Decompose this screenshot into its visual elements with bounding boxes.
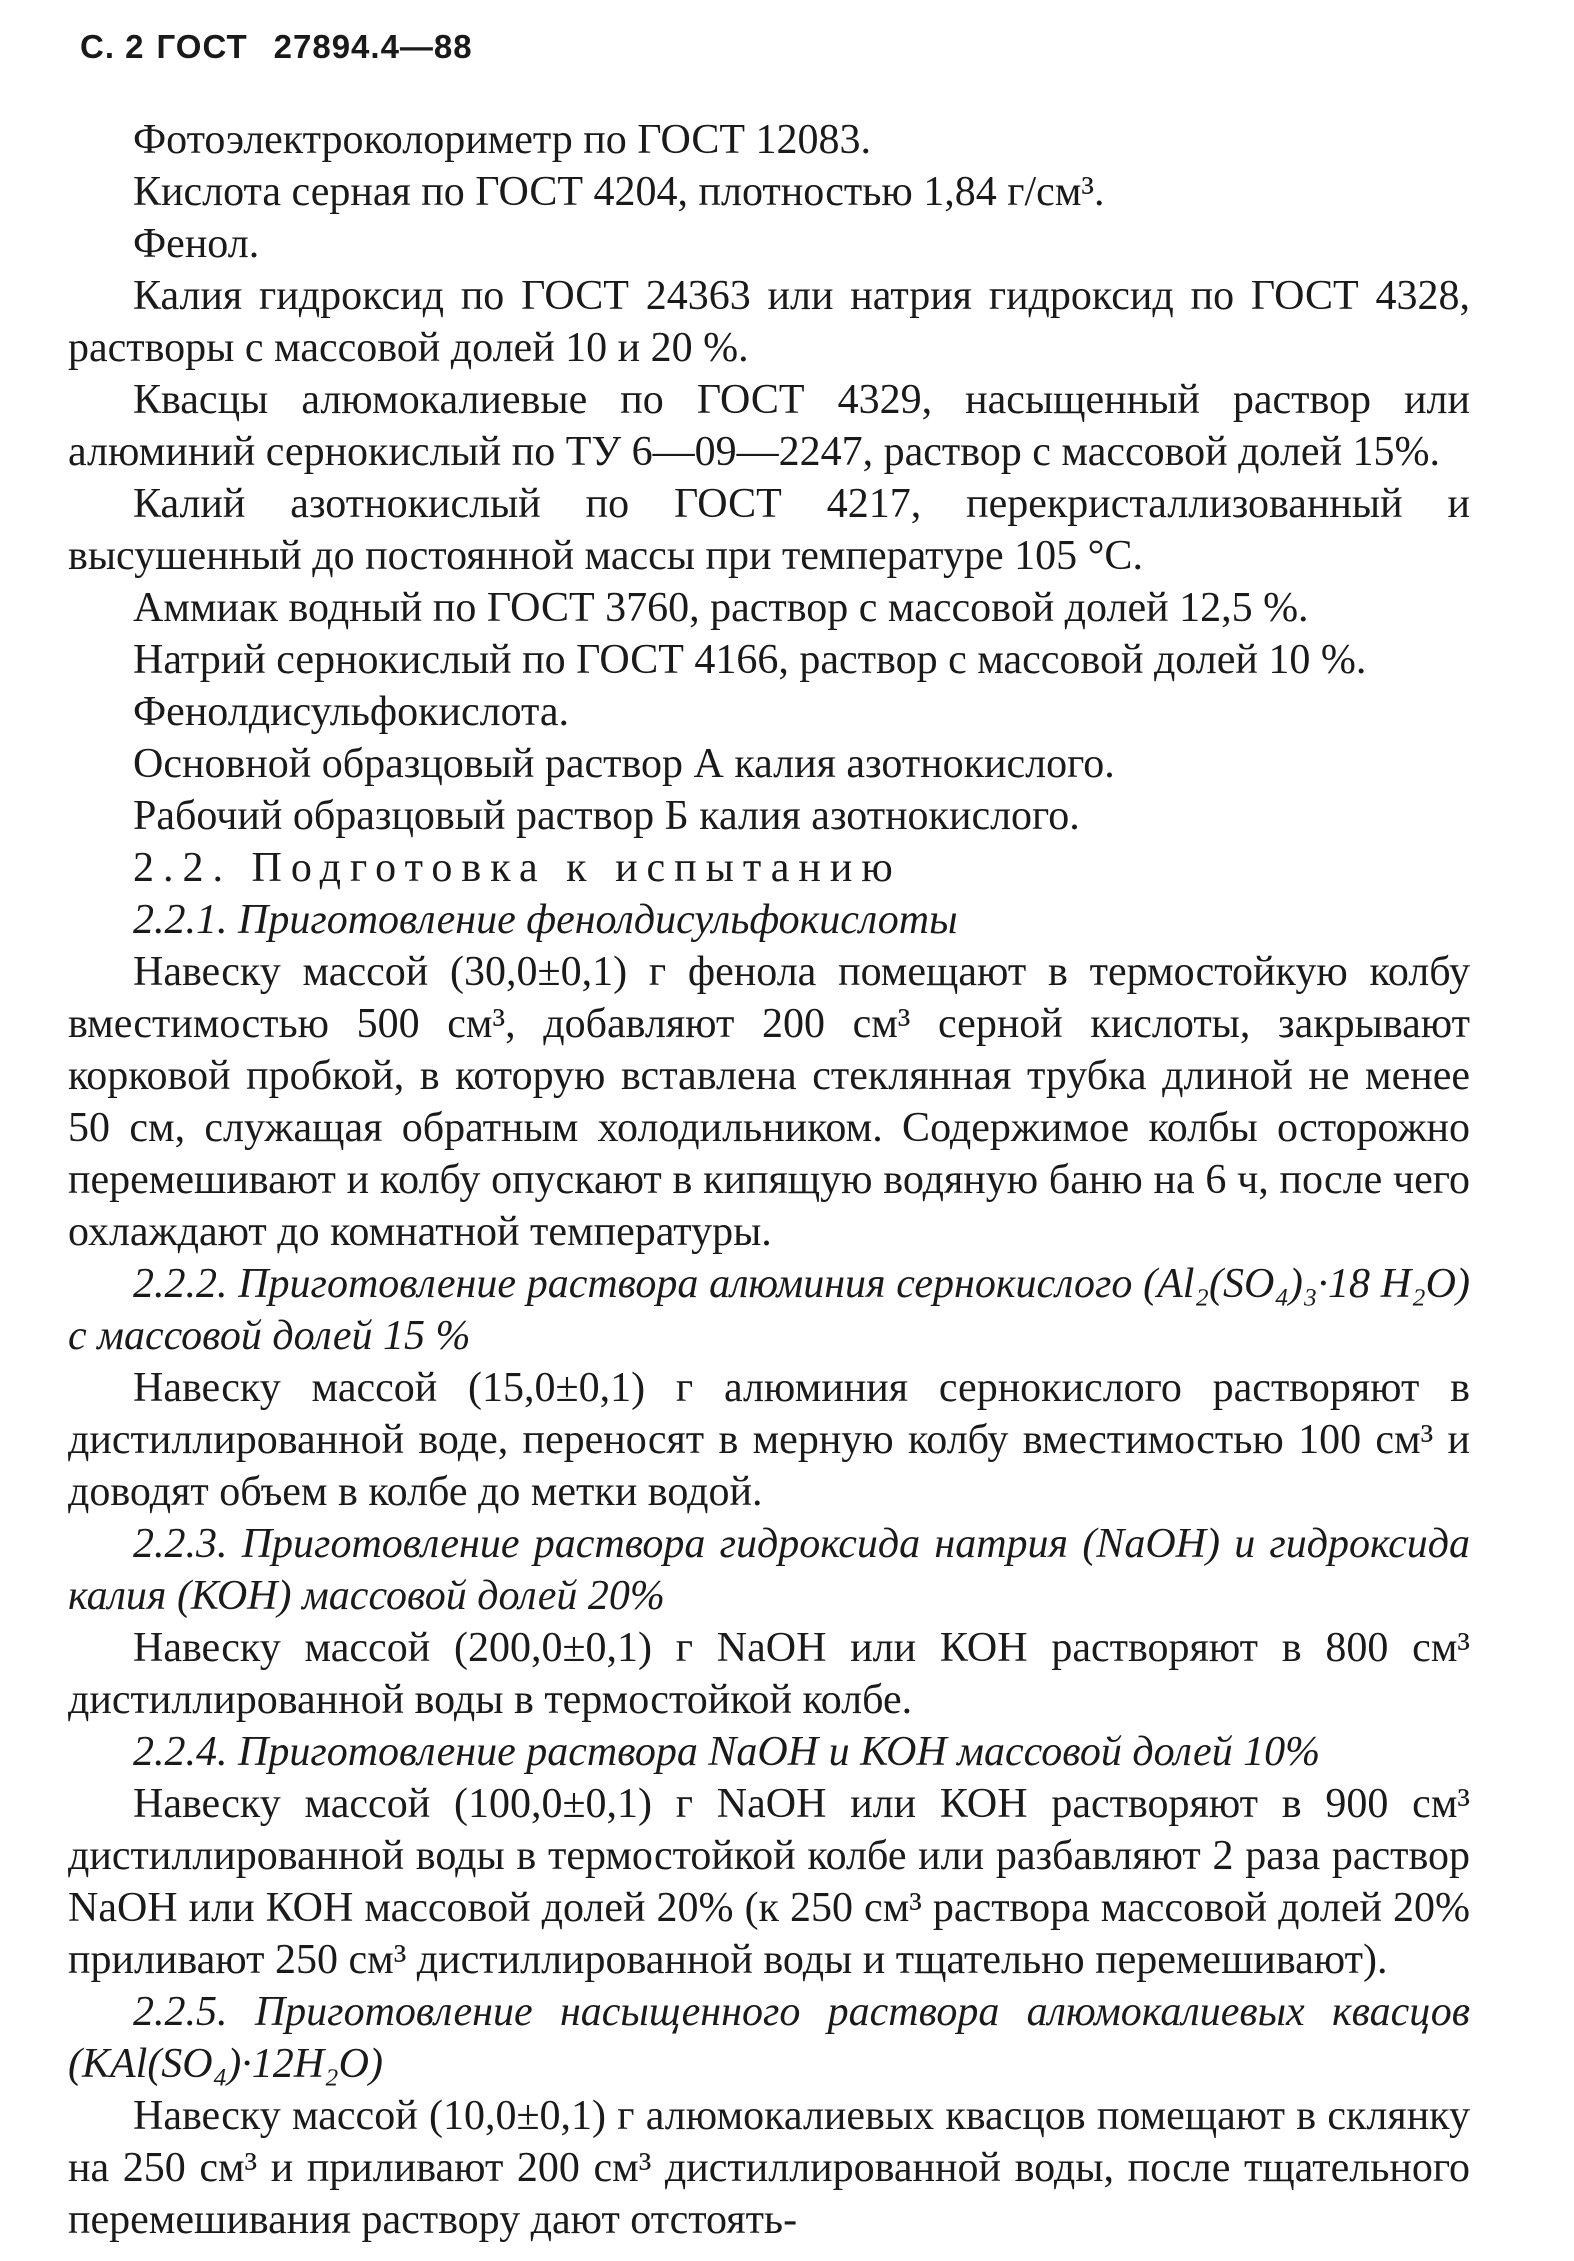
reagent-line: Калий азотнокислый по ГОСТ 4217, перекристаллизованный и высушенный до постоянной массы при температуре 105 °С. <box>68 481 1470 579</box>
paragraph: Навеску массой (10,0±0,1) г алюмокалиевых квасцов помещают в склянку на 250 см³ и приливают 200 см³ дистиллированной воды, после тщательного перемешивания раствору дают отстоять- <box>68 2093 1470 2243</box>
reagent-line: Фенолдисульфокислота. <box>133 689 570 735</box>
reagent-line: Квасцы алюмокалиевые по ГОСТ 4329, насыщенный раствор или алюминий сернокислый по ТУ 6—09—2247, раствор с массовой долей 15%. <box>68 377 1470 475</box>
reagent-line: Натрий сернокислый по ГОСТ 4166, раствор с массовой долей 10 %. <box>133 637 1367 683</box>
reagent-line: Рабочий образцовый раствор Б калия азотнокислого. <box>133 793 1080 839</box>
reagent-line: Кислота серная по ГОСТ 4204, плотностью 1,84 г/см³. <box>133 169 1105 215</box>
subsection-heading: 2.2.4. Приготовление раствора NaOH и КОН массовой долей 10% <box>133 1729 1321 1775</box>
paragraph: Навеску массой (200,0±0,1) г NaOH или КОН растворяют в 800 см³ дистиллированной воды в термостойкой колбе. <box>68 1625 1470 1723</box>
subsection-heading: 2.2.5. Приготовление насыщенного раствора алюмокалиевых квасцов (KAl(SO₄)·12H₂O) <box>68 1989 1470 2087</box>
reagent-line: Аммиак водный по ГОСТ 3760, раствор с массовой долей 12,5 %. <box>133 585 1309 631</box>
section-heading: 2.2. Подготовка к испытанию <box>133 845 902 891</box>
paragraph: Навеску массой (100,0±0,1) г NaOH или КОН растворяют в 900 см³ дистиллированной воды в термостойкой колбе или разбавляют 2 раза раствор NaOH или КОН массовой долей 20% (к 250 см³ раствора массовой долей 20% приливают 250 см³ дистиллированной воды и тщательно перемешивают). <box>68 1781 1470 1983</box>
subsection-heading: 2.2.3. Приготовление раствора гидроксида натрия (NaOH) и гидроксида калия (КОН) массовой долей 20% <box>68 1521 1470 1619</box>
document-body <box>68 114 1470 2246</box>
paragraph: Навеску массой (15,0±0,1) г алюминия сернокислого растворяют в дистиллированной воде, переносят в мерную колбу вместимостью 100 см³ и доводят объем в колбе до метки водой. <box>68 1365 1470 1515</box>
reagent-line: Калия гидроксид по ГОСТ 24363 или натрия гидроксид по ГОСТ 4328, растворы с массовой долей 10 и 20 %. <box>68 273 1470 371</box>
standard-label: ГОСТ <box>156 28 248 65</box>
standard-number: 27894.4—88 <box>273 28 473 65</box>
subsection-heading: 2.2.1. Приготовление фенолдисульфокислоты <box>133 897 958 943</box>
subsection-heading: 2.2.2. Приготовление раствора алюминия сернокислого (Al₂(SO₄)₃·18 H₂O) с массовой долей 15 % <box>68 1261 1470 1359</box>
reagent-line: Фотоэлектроколориметр по ГОСТ 12083. <box>133 117 871 163</box>
page-number: С. 2 <box>80 28 145 65</box>
page-header <box>80 28 473 66</box>
paragraph: Навеску массой (30,0±0,1) г фенола помещают в термостойкую колбу вместимостью 500 см³, добавляют 200 см³ серной кислоты, закрывают корковой пробкой, в которую вставлена стеклянная трубка длиной не менее 50 см, служащая обратным холодильником. Содержимое колбы осторожно перемешивают и колбу опускают в кипящую водяную баню на 6 ч, после чего охлаждают до комнатной температуры. <box>68 949 1470 1255</box>
reagent-line: Фенол. <box>133 221 260 267</box>
reagent-line: Основной образцовый раствор А калия азотнокислого. <box>133 741 1115 787</box>
